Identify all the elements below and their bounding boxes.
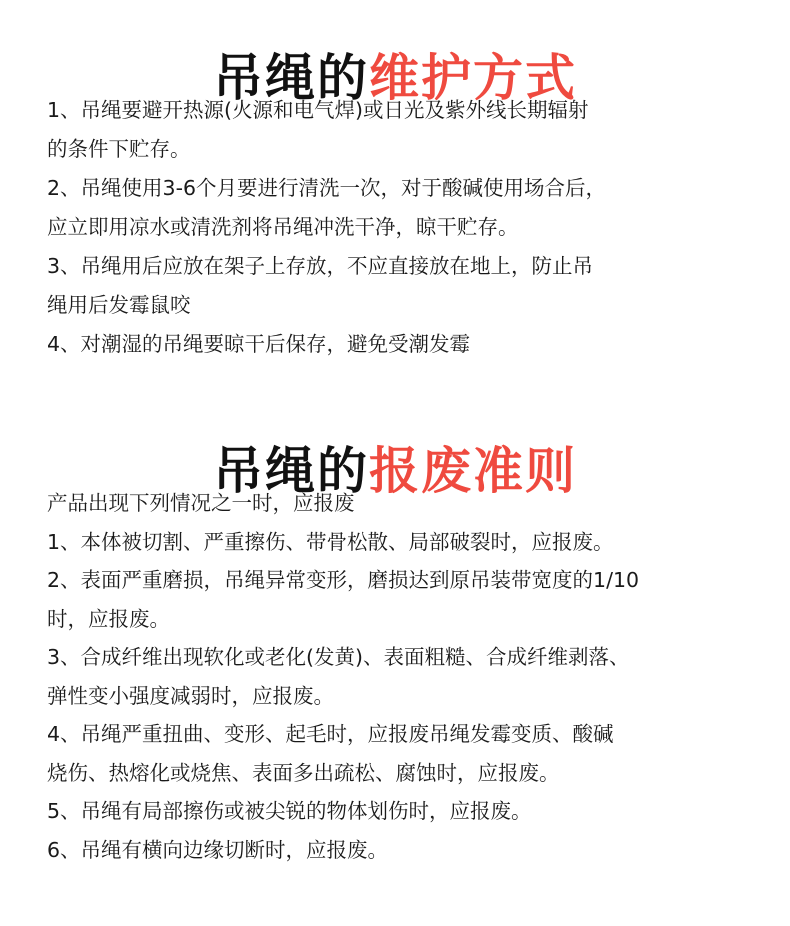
scrap-criteria-line: 弹性变小强度减弱时，应报废。 bbox=[47, 683, 334, 708]
scrap-criteria-text-block bbox=[47, 484, 767, 869]
maintenance-line: 1、吊绳要避开热源(火源和电气焊)或日光及紫外线长期辐射 bbox=[47, 98, 589, 122]
maintenance-line: 绳用后发霉鼠咬 bbox=[47, 293, 191, 317]
maintenance-line: 的条件下贮存。 bbox=[47, 137, 191, 161]
maintenance-line: 4、对潮湿的吊绳要晾干后保存，避免受潮发霉 bbox=[47, 332, 471, 356]
scrap-criteria-line: 时，应报废。 bbox=[47, 606, 170, 631]
scrap-criteria-line: 4、吊绳严重扭曲、变形、起毛时，应报废吊绳发霉变质、酸碱 bbox=[47, 722, 614, 746]
maintenance-line: 3、吊绳用后应放在架子上存放，不应直接放在地上，防止吊 bbox=[47, 254, 594, 278]
maintenance-title-prefix: 吊绳的 bbox=[213, 48, 369, 107]
scrap-criteria-line: 产品出现下列情况之一时，应报废 bbox=[47, 491, 355, 515]
maintenance-line: 2、吊绳使用3-6个月要进行清洗一次，对于酸碱使用场合后， bbox=[47, 176, 607, 200]
scrap-criteria-line: 6、吊绳有横向边缘切断时，应报废。 bbox=[47, 837, 389, 862]
scrap-criteria-line: 1、本体被切割、严重擦伤、带骨松散、局部破裂时，应报废。 bbox=[47, 529, 614, 554]
scrap-criteria-title-highlight: 报废准则 bbox=[369, 441, 577, 500]
maintenance-text-block bbox=[47, 91, 767, 364]
scrap-criteria-line: 5、吊绳有局部擦伤或被尖锐的物体划伤时，应报废。 bbox=[47, 799, 532, 823]
scrap-criteria-line: 2、表面严重磨损，吊绳异常变形，磨损达到原吊装带宽度的1/10 bbox=[47, 568, 640, 592]
maintenance-line: 应立即用凉水或清洗剂将吊绳冲洗干净，晾干贮存。 bbox=[47, 215, 519, 239]
scrap-criteria-line: 3、合成纤维出现软化或老化(发黄)、表面粗糙、合成纤维剥落、 bbox=[47, 645, 630, 669]
scrap-criteria-title-prefix: 吊绳的 bbox=[213, 441, 369, 500]
scrap-criteria-line: 烧伤、热熔化或烧焦、表面多出疏松、腐蚀时，应报废。 bbox=[47, 760, 560, 785]
maintenance-title-highlight: 维护方式 bbox=[369, 48, 577, 107]
